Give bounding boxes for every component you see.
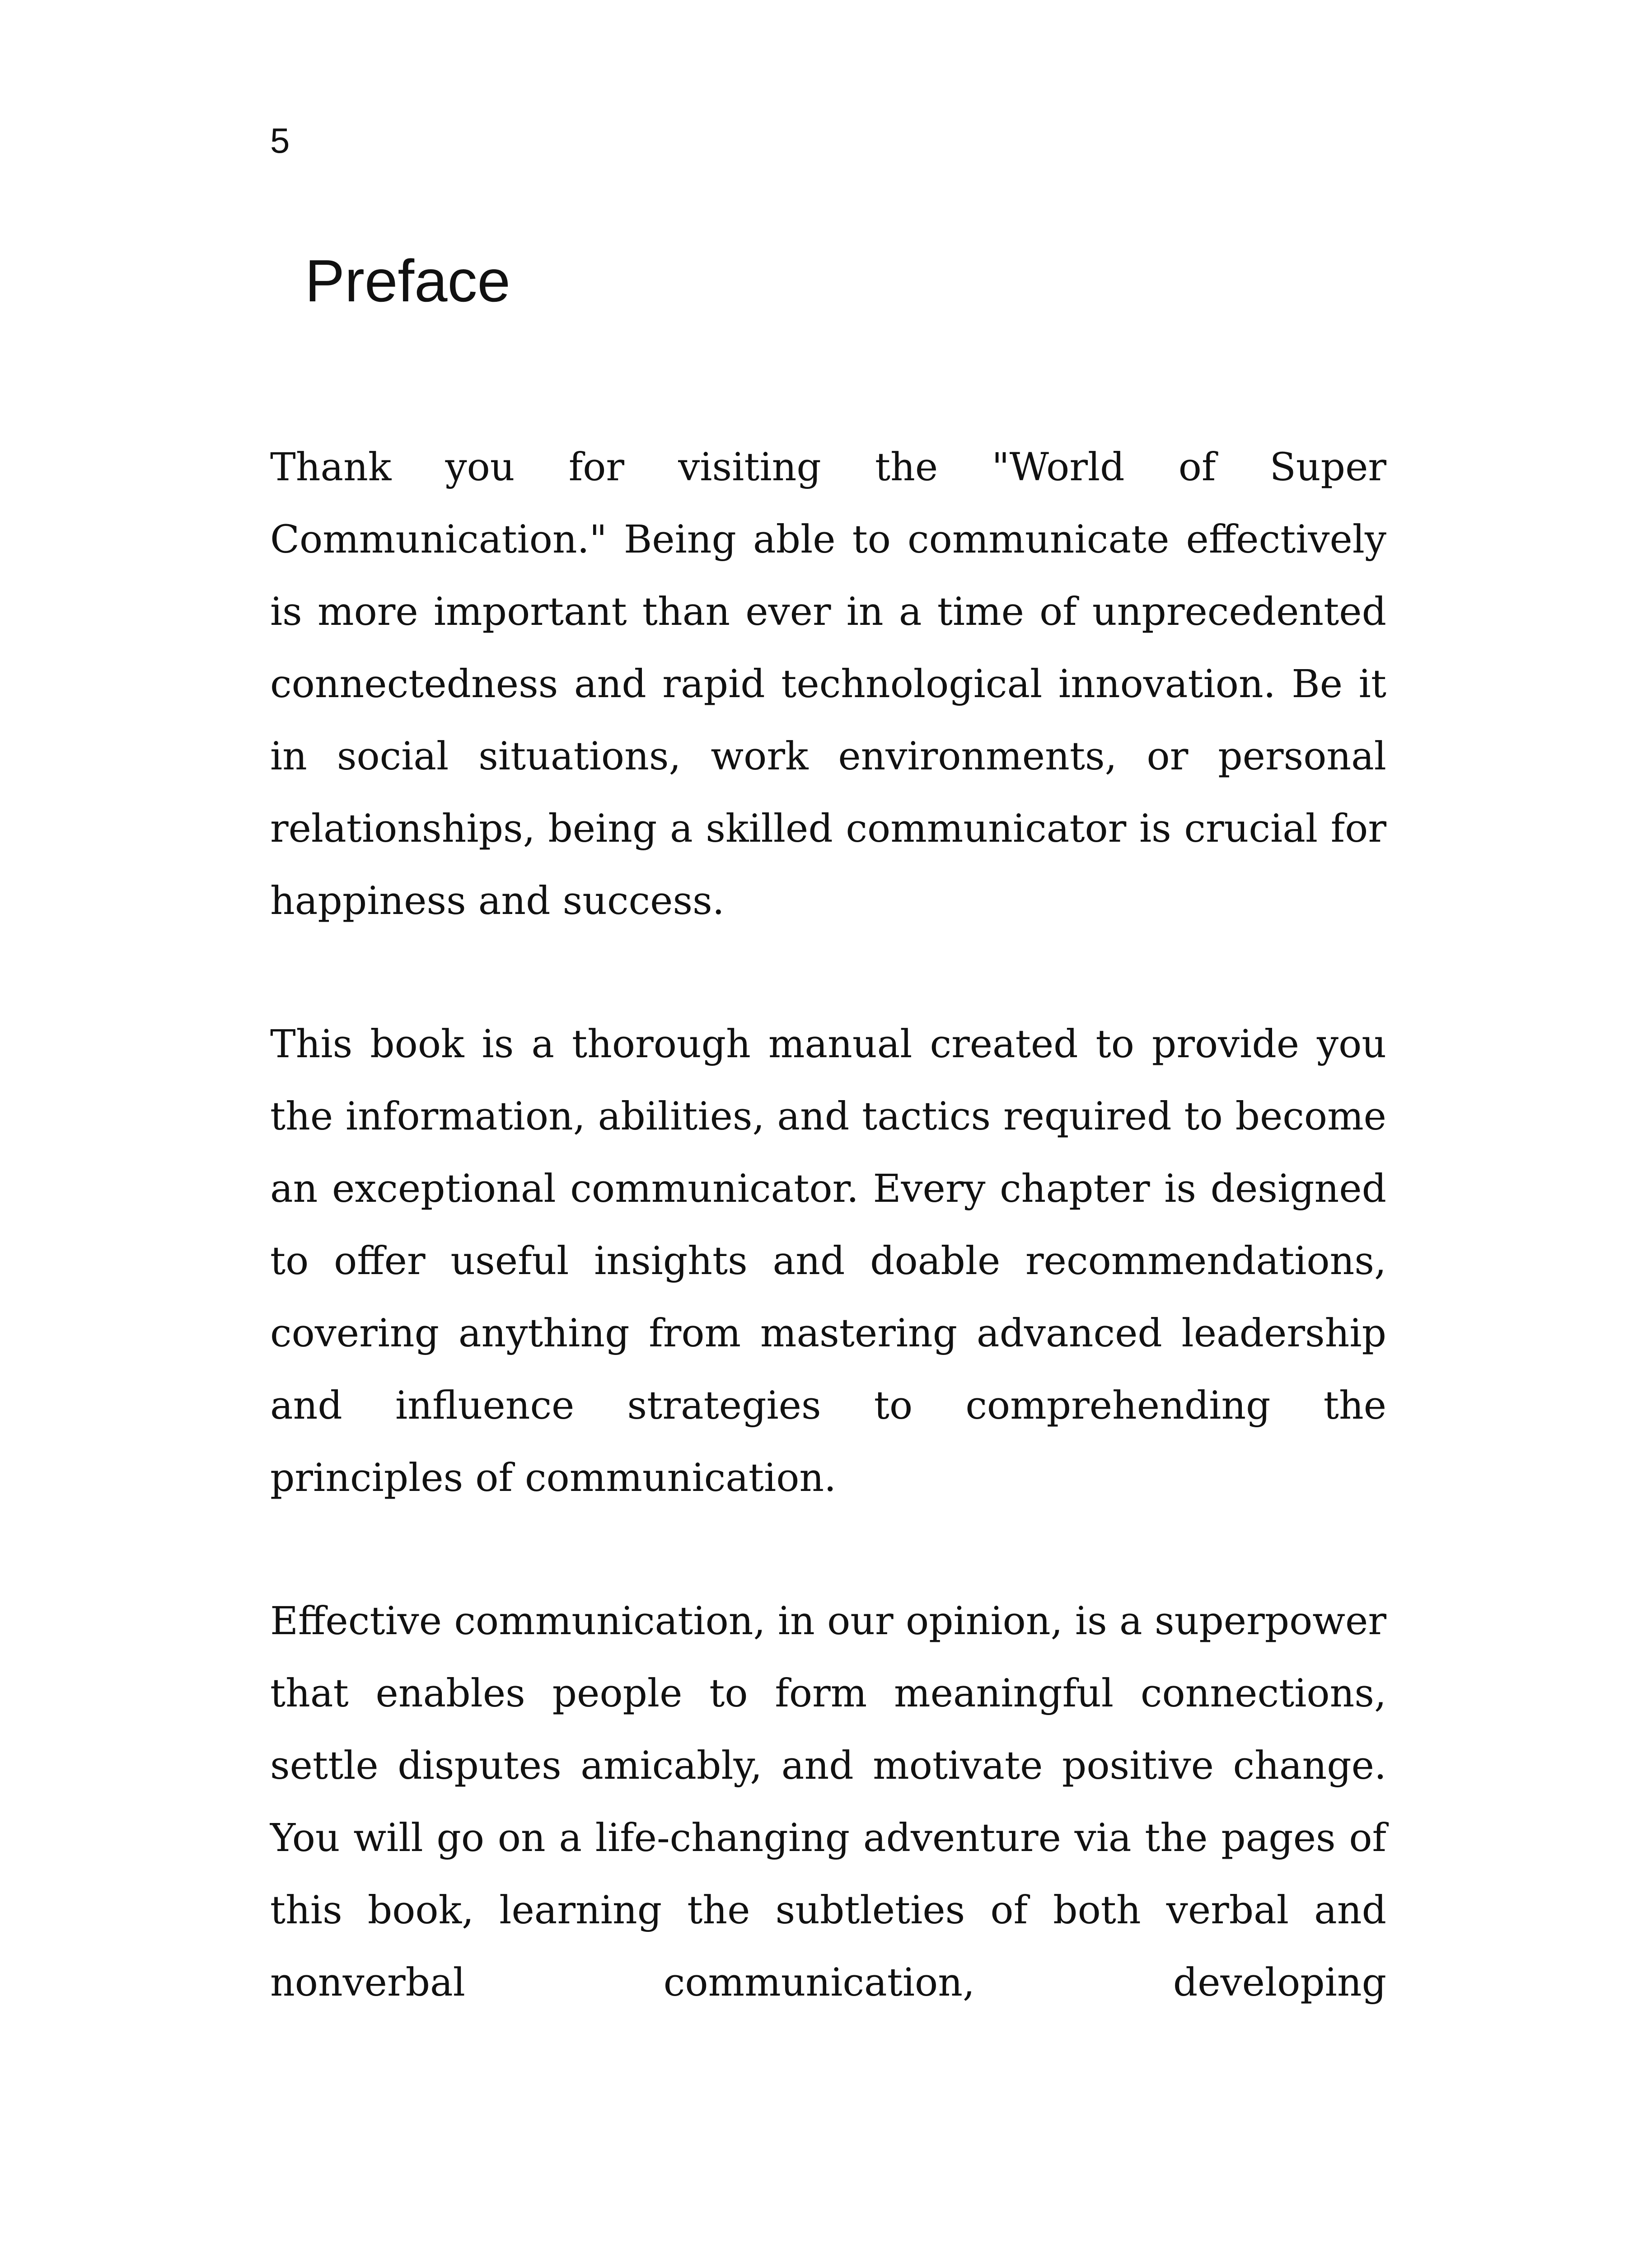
paragraph-2: This book is a thorough manual created to provide you the information, abilities, and tactics required to become an exceptional communicator. Every chapter is designed to offer useful insights and doable recommendations, covering anything from mastering advanced leadership and influence strategies to comprehending the principles of communication. — [270, 1022, 1386, 1500]
chapter-title: Preface — [305, 248, 510, 314]
paragraph-1: Thank you for visiting the "World of Super Communication." Being able to communicate effectively is more important than ever in a time of unprecedented connectedness and rapid technological innovation. Be it in social situations, work environments, or personal relationships, being a skilled communicator is crucial for happiness and success. — [270, 445, 1386, 923]
page-number: 5 — [270, 121, 290, 160]
paragraph-3: Effective communication, in our opinion, is a superpower that enables people to form meaningful connections, settle disputes amicably, and motivate positive change. You will go on a life-changing adventure via the pages of this book, learning the subtleties of both verbal and nonverbal communication, developing — [270, 1599, 1386, 2005]
body-text — [270, 431, 1386, 2019]
